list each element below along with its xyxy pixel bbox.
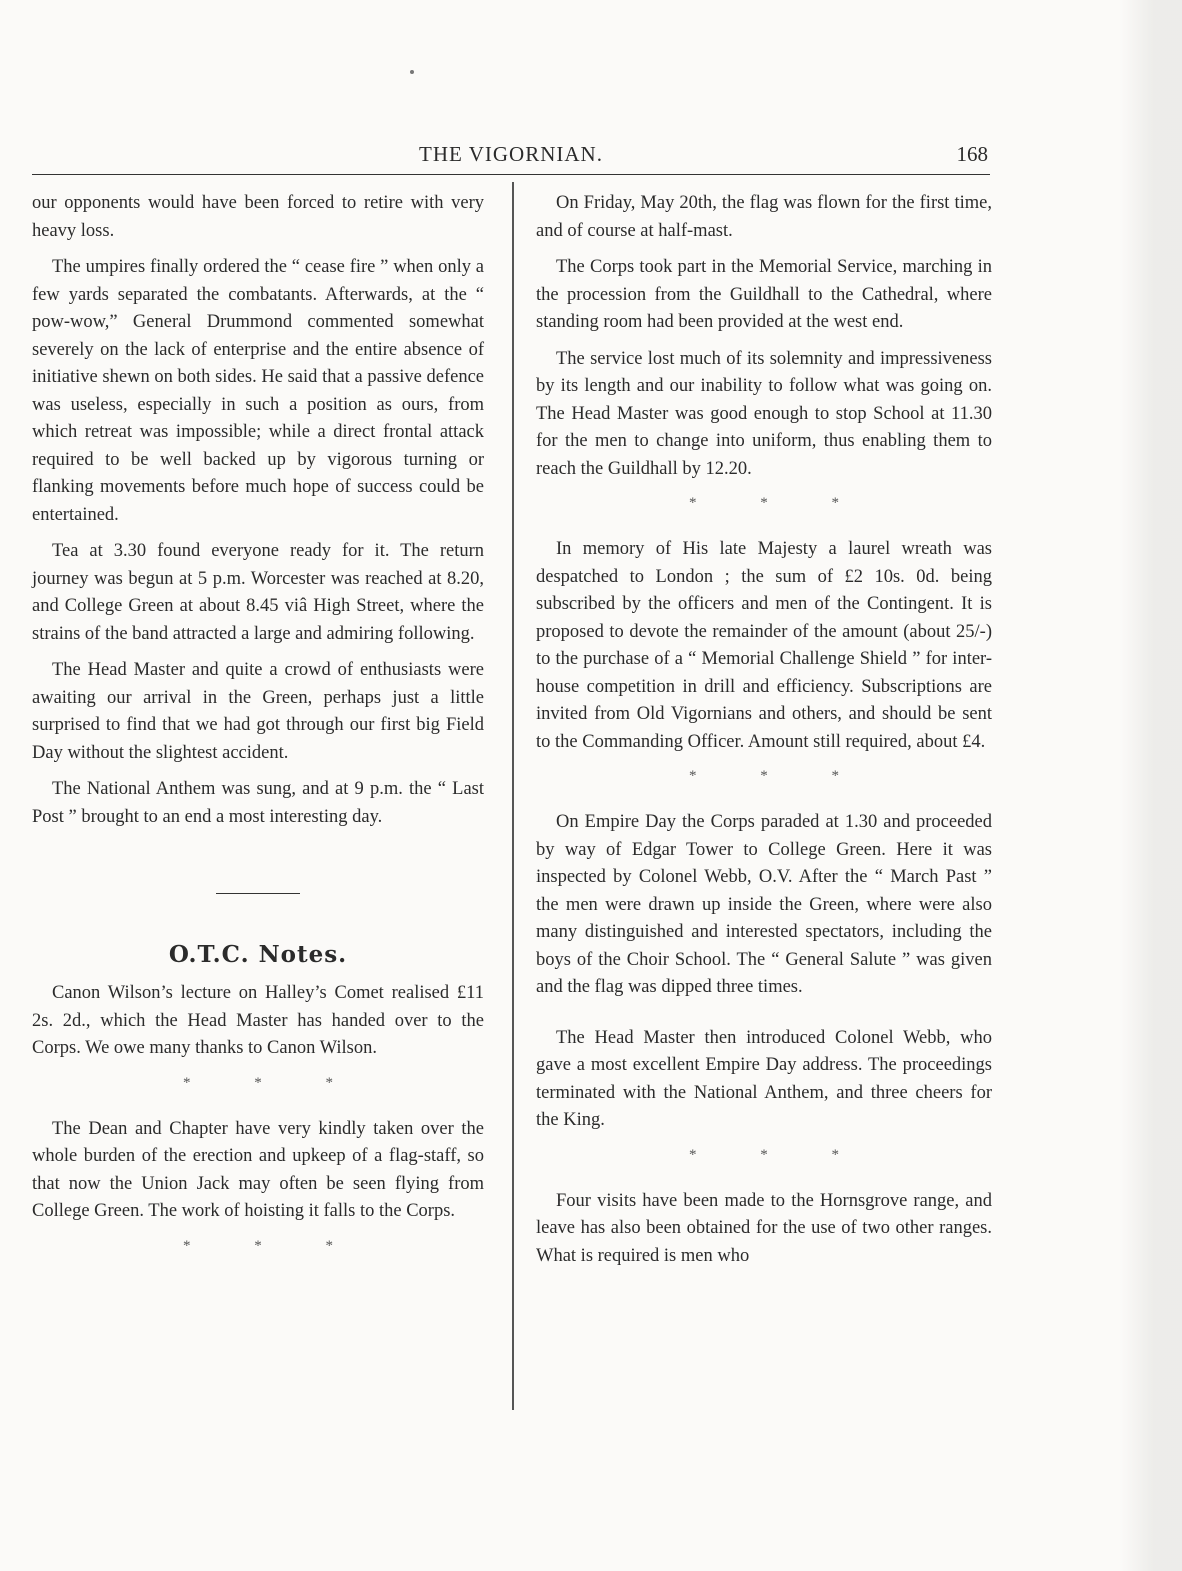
asterism: * * * [183,1074,363,1091]
paragraph: The service lost much of its solemnity and impressiveness by its length and our inability to follow what was going on. The Head Master was good enough to stop School at 11.30 for the men to change into uniform, thus enabling them to reach the Guildhall by 12.20. [536,348,992,479]
column-divider [512,182,514,1410]
page-number: 168 [956,142,988,166]
paragraph: On Empire Day the Corps paraded at 1.30 and proceeded by way of Edgar Tower to College Green. Here it was inspected by Colonel Webb, O.V. After the “ March Past ” the men were drawn up inside the Green, where were also many distinguished and interested spectators, including the boys of the Choir School. The “ General Salute ” was given and the flag was dipped three times. [536,812,992,997]
paragraph: Four visits have been made to the Hornsgrove range, and leave has also been obtained for the use of two other ranges. What is required is men who [536,1190,992,1266]
section-divider [216,893,300,894]
paragraph: The Head Master then introduced Colonel Webb, who gave a most excellent Empire Day address. The proceedings terminated with the National Anthem, and three cheers for the King. [536,1027,992,1130]
page-title: THE VIGORNIAN. [419,142,603,166]
paragraph: Tea at 3.30 found everyone ready for it. The return journey was begun at 5 p.m. Worcester was reached at 8.20, and College Green at about 8.45 viâ High Street, where the strains of the band attracted a large and admiring following. [32,541,484,644]
running-header [32,140,990,175]
left-column [32,190,484,1279]
asterism: * * * [689,768,869,784]
paragraph: The Corps took part in the Memorial Service, marching in the procession from the Guildhall to the Cathedral, where standing room had been provided at the west end. [536,257,992,332]
paragraph: Canon Wilson’s lecture on Halley’s Comet realised £11 2s. 2d., which the Head Master has handed over to the Corps. We owe many thanks to Canon Wilson. [32,983,484,1058]
paragraph: On Friday, May 20th, the flag was flown for the first time, and of course at half-mast. [536,193,992,241]
paragraph: The Dean and Chapter have very kindly taken over the whole burden of the erection and upkeep of a flag-staff, so that now the Union Jack may often be seen flying from College Green. The work of hoisting it falls to the Corps. [32,1118,484,1221]
paragraph: The Head Master and quite a crowd of enthusiasts were awaiting our arrival in the Green, perhaps just a little surprised to find that we had got through our first big Field Day without the slightest accident. [32,660,484,763]
right-column [536,190,992,1279]
paragraph: The National Anthem was sung, and at 9 p.m. the “ Last Post ” brought to an end a most interesting day. [32,779,484,827]
paragraph: our opponents would have been forced to retire with very heavy loss. [32,193,484,241]
asterism: * * * [183,1237,363,1254]
paragraph: The umpires finally ordered the “ cease fire ” when only a few yards separated the combatants. Afterwards, at the “ pow-wow,” General Drummond commented somewhat severely on the lack of enterprise and the entire absence of initiative shewn on both sides. He said that a passive defence was useless, especially in such a position as ours, from which retreat was impossible; while a direct frontal attack required to be well backed up by vigorous turning or flanking movements before much hope of success could be entertained. [32,257,484,525]
asterism: * * * [689,495,869,511]
asterism: * * * [689,1146,869,1163]
section-heading: O.T.C. Notes. [168,941,348,968]
paragraph: In memory of His late Majesty a laurel wreath was despatched to London ; the sum of £2 10s. 0d. being subscribed by the officers and men of the Contingent. It is proposed to devote the remainder of the amount (about 25/-) to the purchase of a “ Memorial Challenge Shield ” for inter-house competition in drill and efficiency. Subscriptions are invited from Old Vigornians and others, and should be sent to the Commanding Officer. Amount still required, about £4. [536,539,992,752]
spacer [536,1011,992,1025]
scan-edge-shadow [1120,0,1182,1571]
print-speck [410,70,414,74]
